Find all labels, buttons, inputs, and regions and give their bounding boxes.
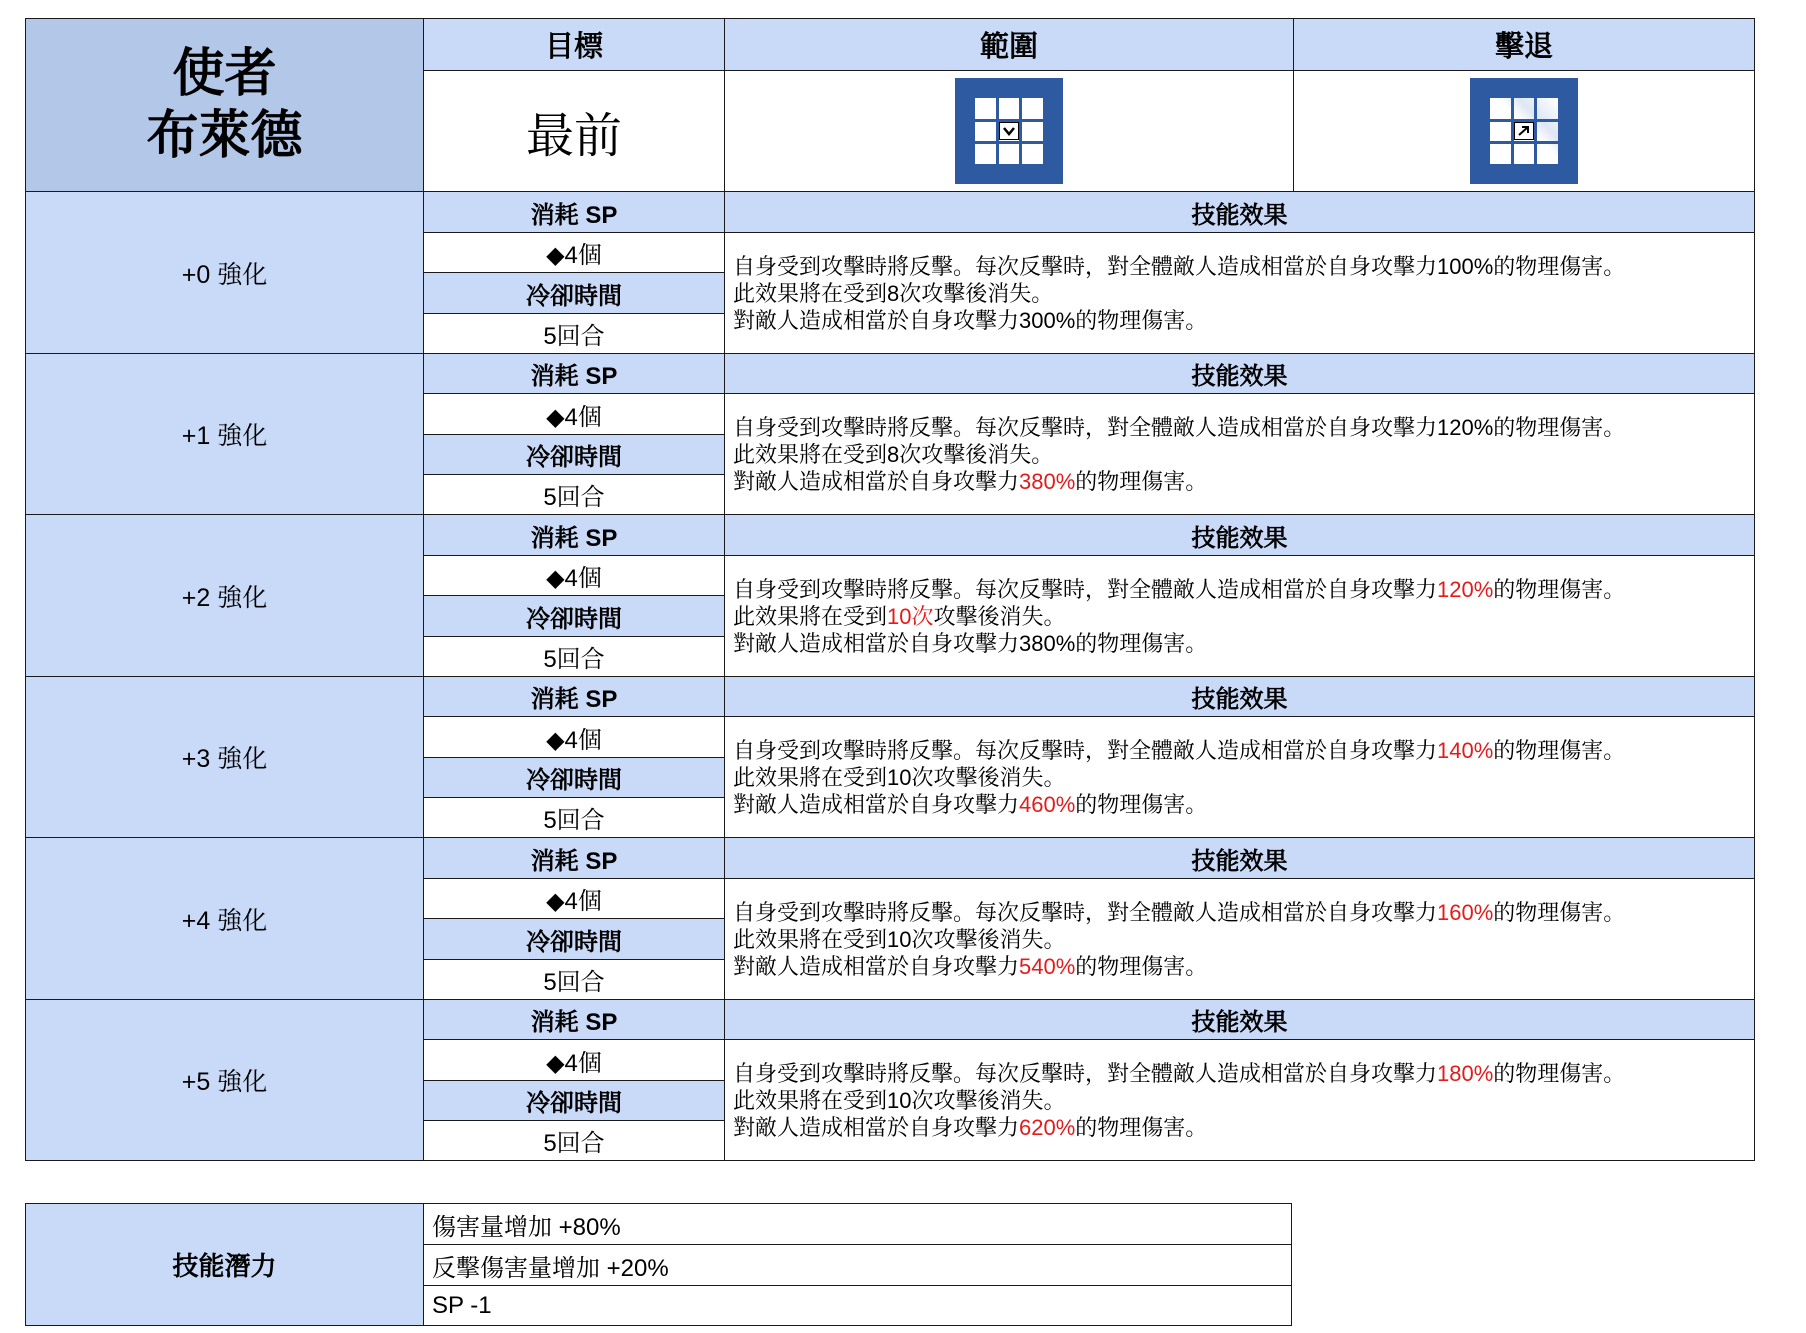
cooldown-header: 冷卻時間: [423, 272, 725, 314]
effect-line-2: [733, 441, 1625, 468]
effect-text: 620%: [1019, 1114, 1076, 1140]
level-label: +3 強化: [25, 676, 424, 838]
cooldown-header: 冷卻時間: [423, 757, 725, 798]
effect-text: 300%: [1019, 307, 1076, 333]
effect-text: 的物理傷害。: [1493, 1060, 1626, 1086]
cooldown-header: 冷卻時間: [423, 595, 725, 637]
knockback-header: 擊退: [1293, 18, 1755, 71]
effect-line-3: [733, 1114, 1625, 1141]
sp-cost-header: 消耗 SP: [423, 999, 725, 1040]
skill-effect-header: 技能效果: [724, 353, 1755, 394]
skill-effect-text: [724, 393, 1755, 515]
effect-text: 10次: [887, 603, 934, 629]
effect-text: 180%: [1437, 1060, 1494, 1086]
sp-cost-header: 消耗 SP: [423, 191, 725, 233]
effect-line-3: [733, 307, 1625, 334]
effect-line-1: [733, 899, 1625, 926]
level-label: +2 強化: [25, 514, 424, 677]
effect-text: 的物理傷害。: [1493, 737, 1626, 763]
effect-text: 對敵人造成相當於自身攻擊力: [733, 307, 1020, 333]
cooldown-value: 5回合: [423, 636, 725, 677]
effect-text: 的物理傷害。: [1493, 576, 1626, 602]
range-header: 範圍: [724, 18, 1294, 71]
cooldown-value: 5回合: [423, 313, 725, 354]
skill-table: [25, 18, 1755, 1159]
effect-text: 的物理傷害。: [1075, 1114, 1208, 1140]
effect-line-1: [733, 414, 1625, 441]
sp-cost-value: ◆4個: [423, 555, 725, 596]
effect-text: 8次: [887, 280, 922, 306]
skill-effect-text: [724, 716, 1755, 838]
effect-text: 此效果將在受到: [733, 603, 888, 629]
effect-text: 自身受到攻擊時將反擊。每次反擊時，對全體敵人造成相當於自身攻擊力: [733, 899, 1438, 925]
sp-cost-value: ◆4個: [423, 716, 725, 758]
skill-effect-text: [724, 232, 1755, 354]
range-cell: [724, 70, 1294, 192]
effect-line-1: [733, 737, 1625, 764]
skill-effect-header: 技能效果: [724, 999, 1755, 1040]
effect-line-2: [733, 1087, 1625, 1114]
effect-text: 的物理傷害。: [1493, 414, 1626, 440]
target-header: 目標: [423, 18, 725, 71]
character-name: 布萊德: [146, 107, 303, 165]
effect-text: 對敵人造成相當於自身攻擊力: [733, 630, 1020, 656]
effect-text: 160%: [1437, 899, 1494, 925]
target-value: 最前: [423, 70, 725, 192]
effect-line-2: [733, 603, 1625, 630]
effect-line-3: [733, 630, 1625, 657]
skill-effect-header: 技能效果: [724, 837, 1755, 879]
effect-text: 攻擊後消失。: [921, 280, 1054, 306]
effect-text: 120%: [1437, 414, 1494, 440]
effect-text: 380%: [1019, 630, 1076, 656]
knockback-arrow-icon: [1470, 78, 1578, 184]
effect-text: 10次: [887, 926, 934, 952]
effect-text: 此效果將在受到: [733, 441, 888, 467]
skill-effect-header: 技能效果: [724, 676, 1755, 717]
effect-text: 380%: [1019, 468, 1076, 494]
sp-cost-header: 消耗 SP: [423, 514, 725, 556]
effect-text: 對敵人造成相當於自身攻擊力: [733, 953, 1020, 979]
effect-text: 自身受到攻擊時將反擊。每次反擊時，對全體敵人造成相當於自身攻擊力: [733, 737, 1438, 763]
character-title: 使者: [172, 44, 277, 103]
effect-text: 的物理傷害。: [1075, 630, 1208, 656]
effect-text: 對敵人造成相當於自身攻擊力: [733, 791, 1020, 817]
sp-cost-header: 消耗 SP: [423, 353, 725, 394]
effect-line-3: [733, 468, 1625, 495]
sp-cost-value: ◆4個: [423, 878, 725, 919]
cooldown-value: 5回合: [423, 959, 725, 1000]
effect-text: 540%: [1019, 953, 1076, 979]
level-label: +0 強化: [25, 191, 424, 354]
cooldown-value: 5回合: [423, 474, 725, 515]
arrow-up-right-icon: [1514, 122, 1534, 140]
effect-text: 自身受到攻擊時將反擊。每次反擊時，對全體敵人造成相當於自身攻擊力: [733, 414, 1438, 440]
effect-text: 自身受到攻擊時將反擊。每次反擊時，對全體敵人造成相當於自身攻擊力: [733, 576, 1438, 602]
effect-text: 的物理傷害。: [1075, 791, 1208, 817]
potential-item: 傷害量增加 +80%: [423, 1203, 1292, 1245]
effect-text: 攻擊後消失。: [933, 926, 1066, 952]
potential-item: SP -1: [423, 1285, 1292, 1326]
sp-cost-header: 消耗 SP: [423, 676, 725, 717]
effect-text: 的物理傷害。: [1075, 307, 1208, 333]
character-name-cell: [25, 18, 424, 192]
cooldown-value: 5回合: [423, 1120, 725, 1161]
level-label: +5 強化: [25, 999, 424, 1161]
skill-effect-text: [724, 1039, 1755, 1161]
effect-text: 對敵人造成相當於自身攻擊力: [733, 1114, 1020, 1140]
effect-line-1: [733, 1060, 1625, 1087]
skill-potential-table: [25, 1203, 1292, 1326]
potential-item: 反擊傷害量增加 +20%: [423, 1244, 1292, 1286]
cooldown-header: 冷卻時間: [423, 434, 725, 475]
effect-line-2: [733, 280, 1625, 307]
cooldown-header: 冷卻時間: [423, 1080, 725, 1121]
effect-line-1: [733, 576, 1625, 603]
effect-line-2: [733, 764, 1625, 791]
effect-line-1: [733, 253, 1625, 280]
skill-effect-header: 技能效果: [724, 191, 1755, 233]
skill-effect-text: [724, 878, 1755, 1000]
effect-text: 140%: [1437, 737, 1494, 763]
sp-cost-header: 消耗 SP: [423, 837, 725, 879]
effect-line-2: [733, 926, 1625, 953]
effect-text: 自身受到攻擊時將反擊。每次反擊時，對全體敵人造成相當於自身攻擊力: [733, 1060, 1438, 1086]
effect-text: 自身受到攻擊時將反擊。每次反擊時，對全體敵人造成相當於自身攻擊力: [733, 253, 1438, 279]
effect-text: 的物理傷害。: [1075, 468, 1208, 494]
effect-text: 10次: [887, 1087, 934, 1113]
effect-text: 的物理傷害。: [1493, 899, 1626, 925]
effect-text: 攻擊後消失。: [933, 764, 1066, 790]
cooldown-value: 5回合: [423, 797, 725, 838]
effect-text: 的物理傷害。: [1075, 953, 1208, 979]
knockback-cell: [1293, 70, 1755, 192]
effect-text: 攻擊後消失。: [933, 1087, 1066, 1113]
effect-text: 100%: [1437, 253, 1494, 279]
cooldown-header: 冷卻時間: [423, 918, 725, 960]
effect-text: 8次: [887, 441, 922, 467]
effect-text: 對敵人造成相當於自身攻擊力: [733, 468, 1020, 494]
grid-target-icon: [955, 78, 1063, 184]
level-label: +1 強化: [25, 353, 424, 515]
effect-text: 10次: [887, 764, 934, 790]
level-label: +4 強化: [25, 837, 424, 1000]
effect-line-3: [733, 953, 1625, 980]
effect-text: 120%: [1437, 576, 1494, 602]
target-marker-icon: [999, 122, 1019, 140]
skill-effect-header: 技能效果: [724, 514, 1755, 556]
potential-label: 技能潛力: [25, 1203, 424, 1326]
effect-text: 此效果將在受到: [733, 280, 888, 306]
effect-text: 此效果將在受到: [733, 764, 888, 790]
effect-text: 此效果將在受到: [733, 926, 888, 952]
effect-line-3: [733, 791, 1625, 818]
skill-effect-text: [724, 555, 1755, 677]
effect-text: 攻擊後消失。: [921, 441, 1054, 467]
effect-text: 460%: [1019, 791, 1076, 817]
effect-text: 的物理傷害。: [1493, 253, 1626, 279]
effect-text: 此效果將在受到: [733, 1087, 888, 1113]
sp-cost-value: ◆4個: [423, 393, 725, 435]
sp-cost-value: ◆4個: [423, 232, 725, 273]
effect-text: 攻擊後消失。: [933, 603, 1066, 629]
sp-cost-value: ◆4個: [423, 1039, 725, 1081]
